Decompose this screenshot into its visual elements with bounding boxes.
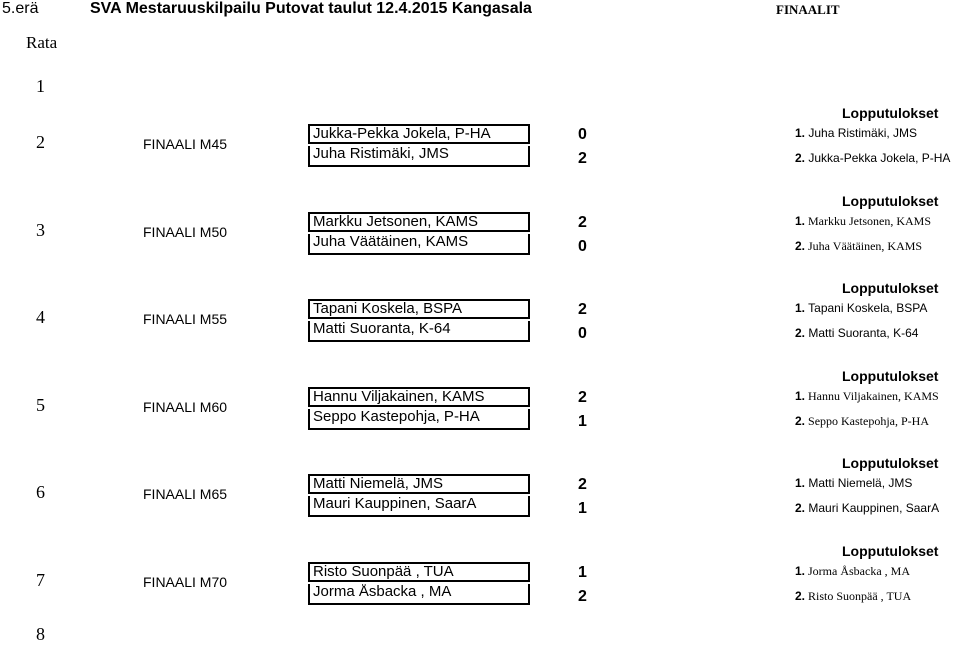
player-2-name: Seppo Kastepohja, P-HA (308, 409, 530, 430)
result-first (795, 214, 931, 229)
placement-number: 1. (795, 301, 806, 315)
result-first (795, 126, 917, 140)
results-heading: Lopputulokset (842, 105, 939, 121)
lane-number-8: 8 (36, 624, 45, 644)
player-1-score: 0 (578, 126, 587, 143)
player-2-name: Jorma Åsbacka , MA (308, 584, 530, 605)
event-name: FINAALI M70 (143, 574, 228, 590)
placement-number: 2. (795, 326, 806, 340)
event-name: FINAALI M45 (143, 136, 228, 152)
placement-name: Jorma Åsbacka , MA (808, 564, 910, 578)
placement-number: 1. (795, 126, 806, 140)
lane-number: 4 (36, 307, 45, 327)
placement-number: 2. (795, 151, 806, 165)
player-1-name: Risto Suonpää , TUA (308, 562, 530, 582)
player-2-score: 1 (578, 413, 587, 430)
result-first (795, 301, 927, 315)
result-second (795, 151, 950, 165)
results-heading: Lopputulokset (842, 193, 939, 209)
player-1-name: Jukka-Pekka Jokela, P-HA (308, 124, 530, 144)
result-second (795, 589, 911, 604)
placement-name: Risto Suonpää , TUA (808, 589, 912, 603)
results-heading: Lopputulokset (842, 543, 939, 559)
result-first (795, 476, 912, 490)
round-label: 5.erä (2, 0, 39, 17)
player-2-score: 0 (578, 325, 587, 342)
result-second (795, 414, 929, 429)
result-second (795, 501, 939, 515)
lane-number: 2 (36, 132, 45, 152)
placement-number: 2. (795, 589, 806, 603)
placement-number: 2. (795, 414, 806, 428)
placement-number: 1. (795, 214, 806, 228)
player-1-score: 2 (578, 389, 587, 406)
results-heading: Lopputulokset (842, 368, 939, 384)
placement-name: Jukka-Pekka Jokela, P-HA (808, 151, 951, 165)
player-2-score: 2 (578, 150, 587, 167)
player-1-score: 2 (578, 476, 587, 493)
placement-name: Juha Väätäinen, KAMS (808, 239, 923, 253)
player-1-name: Matti Niemelä, JMS (308, 474, 530, 494)
placement-name: Matti Suoranta, K-64 (808, 326, 919, 340)
player-2-name: Mauri Kauppinen, SaarA (308, 496, 530, 517)
event-name: FINAALI M65 (143, 486, 228, 502)
player-2-name: Juha Ristimäki, JMS (308, 146, 530, 167)
event-name: FINAALI M50 (143, 224, 228, 240)
placement-number: 2. (795, 501, 806, 515)
player-2-name: Juha Väätäinen, KAMS (308, 234, 530, 255)
placement-number: 2. (795, 239, 806, 253)
result-second (795, 326, 918, 340)
result-first (795, 389, 939, 404)
player-1-score: 2 (578, 301, 587, 318)
event-name: FINAALI M60 (143, 399, 228, 415)
lane-number: 3 (36, 220, 45, 240)
result-first (795, 564, 910, 579)
placement-name: Seppo Kastepohja, P-HA (808, 414, 929, 428)
results-heading: Lopputulokset (842, 280, 939, 296)
placement-name: Markku Jetsonen, KAMS (808, 214, 932, 228)
event-name: FINAALI M55 (143, 311, 228, 327)
result-second (795, 239, 922, 254)
lane-number: 7 (36, 570, 45, 590)
player-1-name: Tapani Koskela, BSPA (308, 299, 530, 319)
lane-number: 6 (36, 482, 45, 502)
placement-name: Matti Niemelä, JMS (808, 476, 913, 490)
lane-number-1: 1 (36, 76, 45, 96)
player-2-score: 1 (578, 500, 587, 517)
placement-name: Juha Ristimäki, JMS (808, 126, 918, 140)
finals-heading: FINAALIT (776, 2, 840, 17)
player-1-name: Markku Jetsonen, KAMS (308, 212, 530, 232)
placement-number: 1. (795, 389, 806, 403)
lane-column-label: Rata (26, 33, 58, 52)
player-2-name: Matti Suoranta, K-64 (308, 321, 530, 342)
placement-number: 1. (795, 564, 806, 578)
page-title: SVA Mestaruuskilpailu Putovat taulut 12.4.2015 Kangasala (90, 0, 532, 17)
player-1-score: 2 (578, 214, 587, 231)
placement-name: Hannu Viljakainen, KAMS (808, 389, 939, 403)
player-2-score: 0 (578, 238, 587, 255)
lane-number: 5 (36, 395, 45, 415)
player-1-score: 1 (578, 564, 587, 581)
player-1-name: Hannu Viljakainen, KAMS (308, 387, 530, 407)
results-heading: Lopputulokset (842, 455, 939, 471)
player-2-score: 2 (578, 588, 587, 605)
placement-number: 1. (795, 476, 806, 490)
placement-name: Tapani Koskela, BSPA (808, 301, 928, 315)
placement-name: Mauri Kauppinen, SaarA (808, 501, 940, 515)
